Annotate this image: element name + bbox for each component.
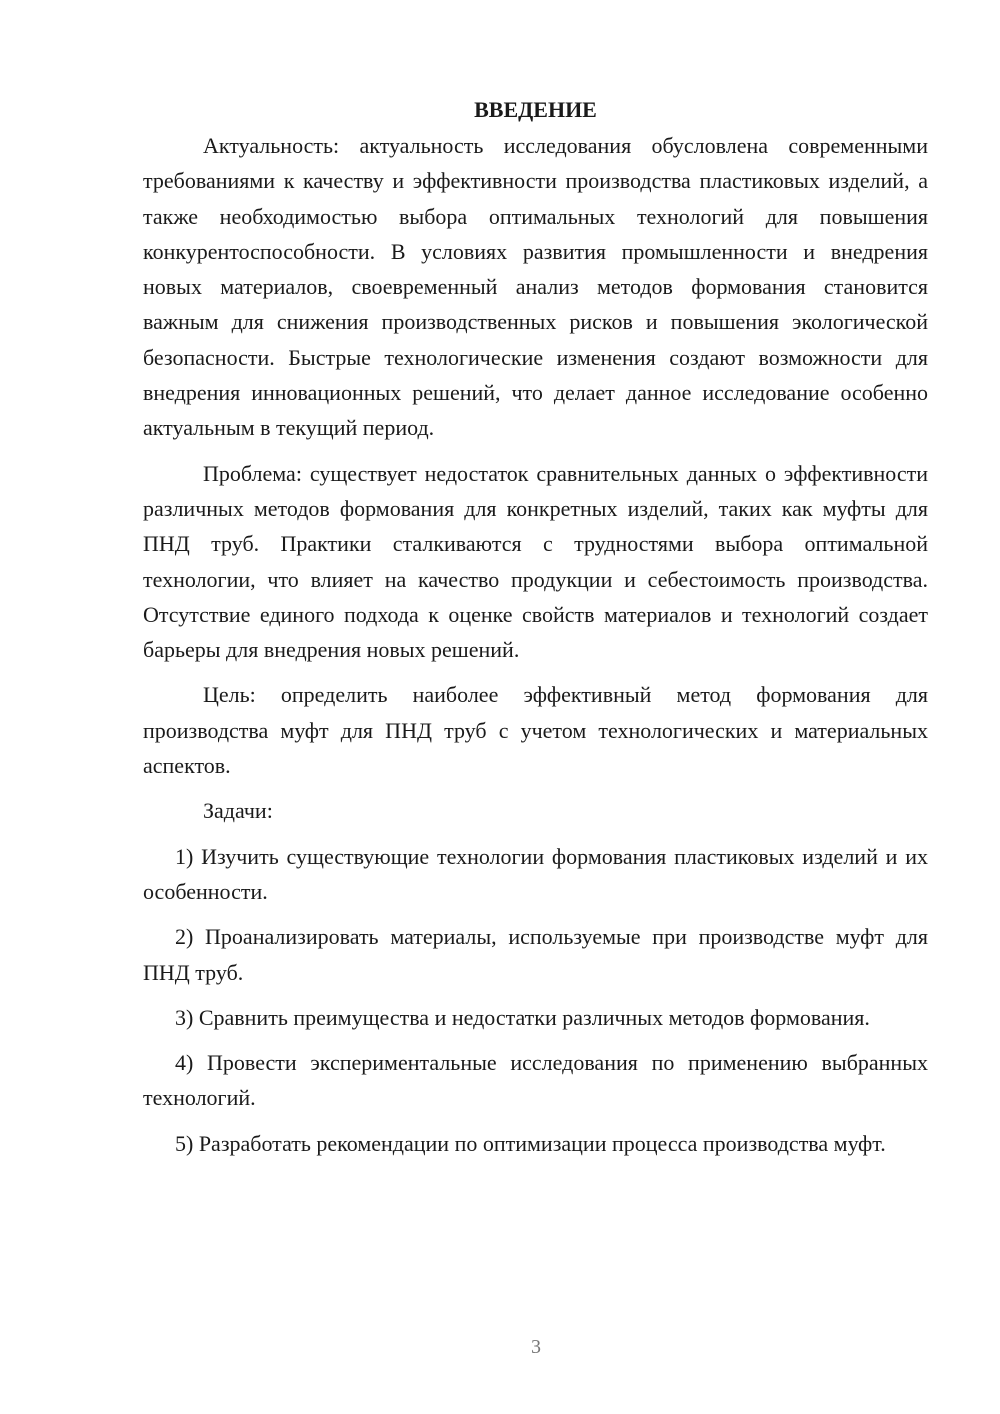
paragraph-problem: Проблема: существует недостаток сравнительных данных о эффективности различных методов формования для конкретных изделий, таких как муфты для ПНД труб. Практики сталкиваются с трудностями выбора оптимальной технологии, что влияет на качество продукции и себестоимость производства. Отсутствие единого подхода к оценке свойств материалов и технологий создает барьеры для внедрения новых решений. [143,460,928,663]
section-title: ВВЕДЕНИЕ [474,97,597,122]
document-page [143,92,928,1171]
task-item-5: 5) Разработать рекомендации по оптимизации процесса производства муфт. [175,1130,886,1156]
task-item-1: 1) Изучить существующие технологии формования пластиковых изделий и их особенности. [143,843,928,904]
task-item-3: 3) Сравнить преимущества и недостатки различных методов формования. [175,1004,870,1030]
tasks-heading: Задачи: [203,798,273,824]
task-item-2: 2) Проанализировать материалы, используемые при производстве муфт для ПНД труб. [143,924,928,985]
page-number: 3 [531,1336,541,1358]
paragraph-goal: Цель: определить наиболее эффективный метод формования для производства муфт для ПНД труб с учетом технологических и материальных аспектов. [143,682,928,779]
task-item-4: 4) Провести экспериментальные исследования по применению выбранных технологий. [143,1050,928,1111]
paragraph-relevance: Актуальность: актуальность исследования обусловлена современными требованиями к качеству и эффективности производства пластиковых изделий, а также необходимостью выбора оптимальных технологий для повышения конкурентоспособности. В условиях развития промышленности и внедрения новых материалов, своевременный анализ методов формования становится важным для снижения производственных рисков и повышения экологической безопасности. Быстрые технологические изменения создают возможности для внедрения инновационных решений, что делает данное исследование особенно актуальным в текущий период. [143,133,928,441]
